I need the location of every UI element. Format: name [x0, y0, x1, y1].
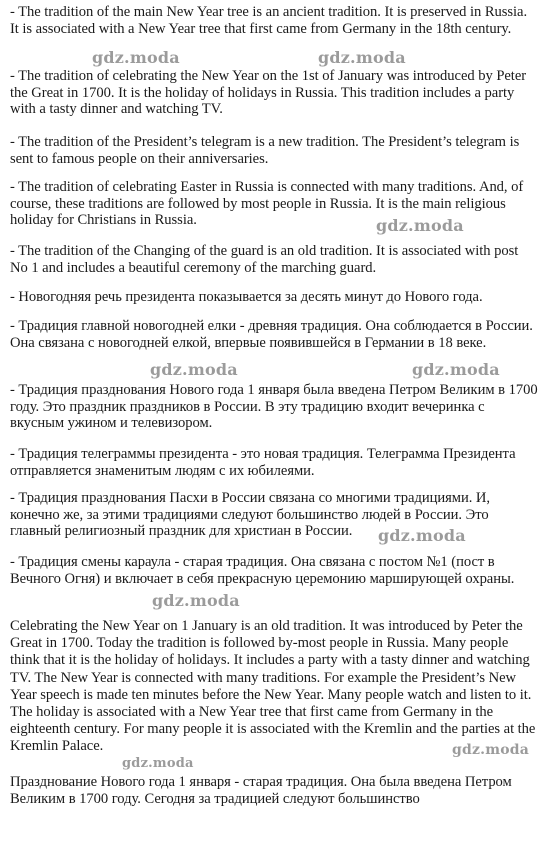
paragraph-changing-guard-ru: - Традиция смены караула - старая традиция. Она связана с постом №1 (пост в Вечного Огня) и включает в себя прекрасную церемонию марширующей охраны. [10, 554, 515, 587]
paragraph-president-telegram-ru: - Традиция телеграммы президента - это новая традиция. Телеграмма Президента отправляется знаменитым людям с их юбилеями. [10, 446, 516, 479]
paragraph-changing-guard-en: - The tradition of the Changing of the guard is an old tradition. It is associated with post No 1 and includes a beautiful ceremony of the marching guard. [10, 243, 519, 276]
paragraph-easter-ru: - Традиция празднования Пасхи в России связана со многими традициями. И, конечно же, за этими традициями следуют большинство людей в России. Это главный религиозный праздник для христиан в России. [10, 490, 491, 540]
paragraph-new-year-tree-en: - The tradition of the main New Year tree is an ancient tradition. It is preserved in Russia. It is associated with a New Year tree that first came from Germany in the 18th century. [10, 4, 528, 37]
paragraph-easter-en: - The tradition of celebrating Easter in Russia is connected with many traditions. And, of course, these traditions are followed by most people in Russia. It is the main religious holiday for Christians in Russia. [10, 179, 524, 229]
watermark: gdz.moda [122, 756, 194, 771]
paragraph-president-speech-ru: - Новогодняя речь президента показывается за десять минут до Нового года. [10, 289, 483, 305]
watermark: gdz.moda [150, 360, 238, 379]
paragraph-new-year-celebration-en: - The tradition of celebrating the New Year on the 1st of January was introduced by Peter the Great in 1700. It is the holiday of holidays in Russia. This tradition includes a party with a tasty dinner and watching TV. [10, 68, 527, 118]
paragraph-new-year-tree-ru: - Традиция главной новогодней елки - древняя традиция. Она соблюдается в России. Она связана с новогодней елкой, впервые появившейся в Германии в 18 веке. [10, 318, 533, 351]
watermark: gdz.moda [378, 526, 466, 545]
paragraph-summary-en: Celebrating the New Year on 1 January is an old tradition. It was introduced by Peter the Great in 1700. Today the tradition is followed by-most people in Russia. Many people think that it is the holiday of holidays. It includes a party with a tasty dinner and watching TV. The New Year is connected with many traditions. For example the President’s New Year speech is made ten minutes before the New Year. Many people watch and listen to it. The holiday is associated with a New Year tree that first came from Germany in the eighteenth century. For many people it is associated with the Kremlin and the parties at the Kremlin Palace. [10, 618, 536, 755]
paragraph-summary-ru: Празднование Нового года 1 января - старая традиция. Она была введена Петром Великим в 1700 году. Сегодня за традицией следуют большинство [10, 774, 512, 808]
watermark: gdz.moda [452, 742, 530, 758]
watermark: gdz.moda [318, 48, 406, 67]
watermark: gdz.moda [412, 360, 500, 379]
watermark: gdz.moda [376, 216, 464, 235]
paragraph-new-year-celebration-ru: - Традиция празднования Нового года 1 января была введена Петром Великим в 1700 году. Это праздник праздников в России. В эту традицию входит вечеринка с вкусным ужином и телевизором. [10, 382, 538, 432]
paragraph-president-telegram-en: - The tradition of the President’s telegram is a new tradition. The President’s telegram is sent to famous people on their anniversaries. [10, 134, 520, 167]
watermark: gdz.moda [92, 48, 180, 67]
watermark: gdz.moda [152, 591, 240, 610]
